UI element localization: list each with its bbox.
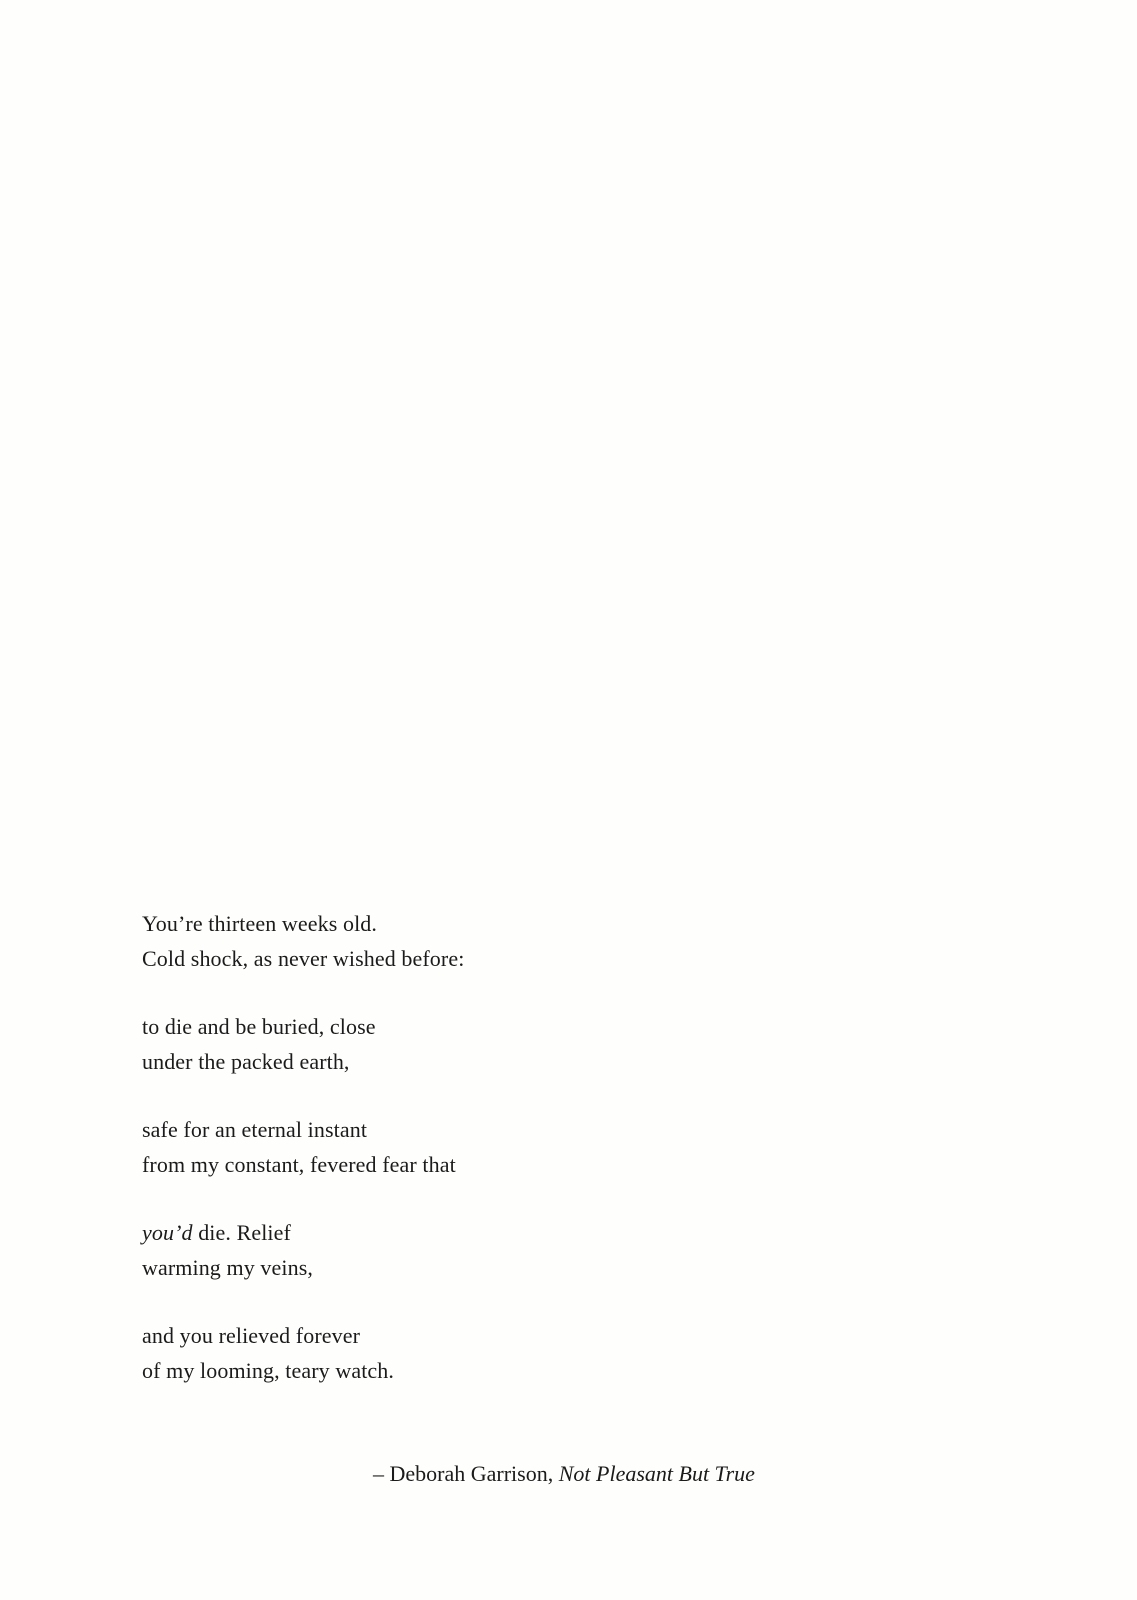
stanza-5 <box>142 1318 842 1388</box>
poem-line: of my looming, teary watch. <box>142 1358 394 1383</box>
poem <box>142 906 842 1421</box>
stanza-1 <box>142 906 842 976</box>
emphasized-word: you’d <box>142 1220 193 1245</box>
poem-line: You’re thirteen weeks old. <box>142 911 377 936</box>
poem-line: warming my veins, <box>142 1255 313 1280</box>
poem-line-with-emphasis <box>142 1215 842 1250</box>
stanza-4 <box>142 1215 842 1285</box>
attribution <box>373 1456 755 1491</box>
poem-line: Cold shock, as never wished before: <box>142 946 465 971</box>
stanza-3 <box>142 1112 842 1182</box>
poem-line-remainder: die. Relief <box>198 1220 291 1245</box>
poem-line: to die and be buried, close <box>142 1014 376 1039</box>
poem-line: safe for an eternal instant <box>142 1117 368 1142</box>
poem-line: and you relieved forever <box>142 1323 361 1348</box>
attribution-book-title: Not Pleasant But True <box>558 1461 755 1486</box>
poem-line: under the packed earth, <box>142 1049 350 1074</box>
stanza-2 <box>142 1009 842 1079</box>
attribution-author: – Deborah Garrison, <box>373 1461 559 1486</box>
poem-line: from my constant, fevered fear that <box>142 1152 456 1177</box>
